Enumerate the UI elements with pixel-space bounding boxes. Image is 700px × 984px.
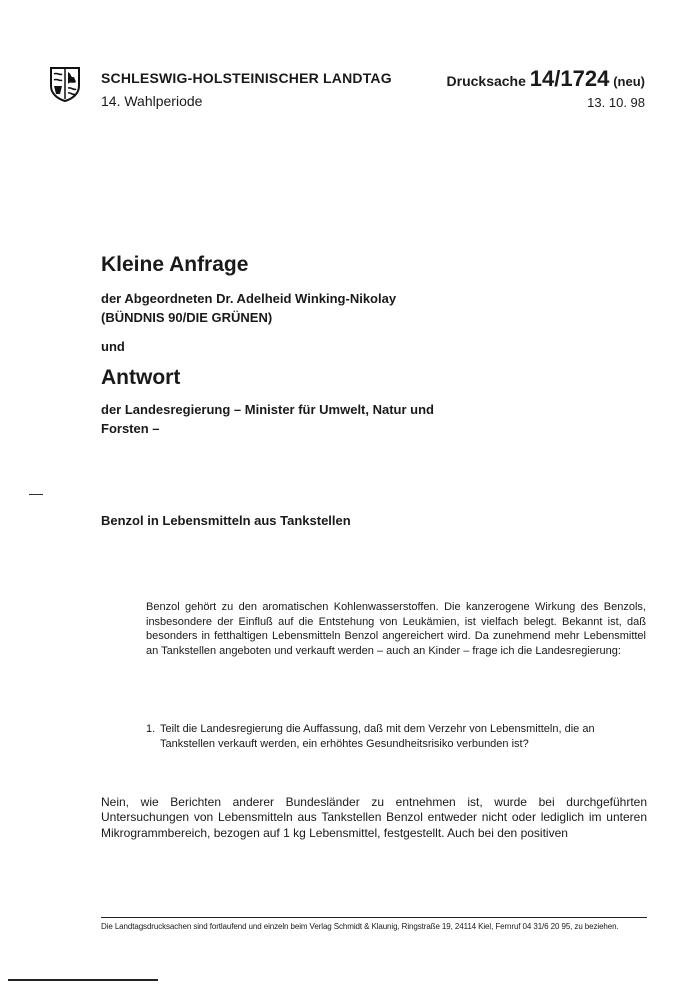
requester [101,289,521,327]
coat-of-arms-icon [48,66,82,102]
doc-number: 14/1724 [529,66,610,91]
question-text: Teilt die Landesregierung die Auffassung, daß mit dem Verzehr von Lebensmitteln, die an Tankstellen verkauft werden, ein erhöhtes Gesundheitsrisiko verbunden ist? [160,723,595,750]
intro-paragraph: Benzol gehört zu den aromatischen Kohlenwasserstoffen. Die kanzerogene Wirkung des Benzols, insbesondere der Einfluß auf die Entstehung von Leukämien, ist vielfach belegt. Bekannt ist, daß besonders in fetthaltigen Lebensmitteln Benzol angereichert wird. Da zunehmend mehr Lebensmittel an Tankstellen angeboten und verkauft werden – auch an Kinder – frage ich die Landesregierung: [146,601,646,657]
question-number: 1. [146,723,156,735]
doc-suffix: (neu) [613,74,645,89]
footer-note: Die Landtagsdrucksachen sind fortlaufend und einzeln beim Verlag Schmidt & Klaunig, Ringstraße 19, 24114 Kiel, Fernruf 04 31/6 20 95, zu beziehen. [101,922,619,931]
title-kleine-anfrage: Kleine Anfrage [101,253,249,276]
bottom-margin-line [8,979,158,981]
responder-line1: der Landesregierung – Minister für Umwelt, Natur und [101,402,434,417]
margin-mark [29,494,43,495]
topic-heading: Benzol in Lebensmitteln aus Tankstellen [101,513,351,528]
parliament-name: SCHLESWIG-HOLSTEINISCHER LANDTAG [101,70,392,86]
election-period: 14. Wahlperiode [101,93,203,109]
title-antwort: Antwort [101,366,181,389]
doc-label: Drucksache [446,73,526,89]
responder-line2: Forsten – [101,421,160,436]
requester-party: (BÜNDNIS 90/DIE GRÜNEN) [101,310,273,325]
question-1 [146,722,646,751]
requester-name: der Abgeordneten Dr. Adelheid Winking-Nikolay [101,291,397,306]
document-number [447,66,645,92]
document-date: 13. 10. 98 [587,95,645,110]
connector-und: und [101,339,125,354]
answer-paragraph: Nein, wie Berichten anderer Bundesländer zu entnehmen ist, wurde bei durchgeführten Untersuchungen von Lebensmitteln aus Tankstellen Benzol entweder nicht oder lediglich im unteren Mikrogrammbereich, bezogen auf 1 kg Lebensmittel, festgestellt. Auch bei den positiven [101,795,647,840]
responder [101,400,521,438]
footer-rule [101,917,647,918]
